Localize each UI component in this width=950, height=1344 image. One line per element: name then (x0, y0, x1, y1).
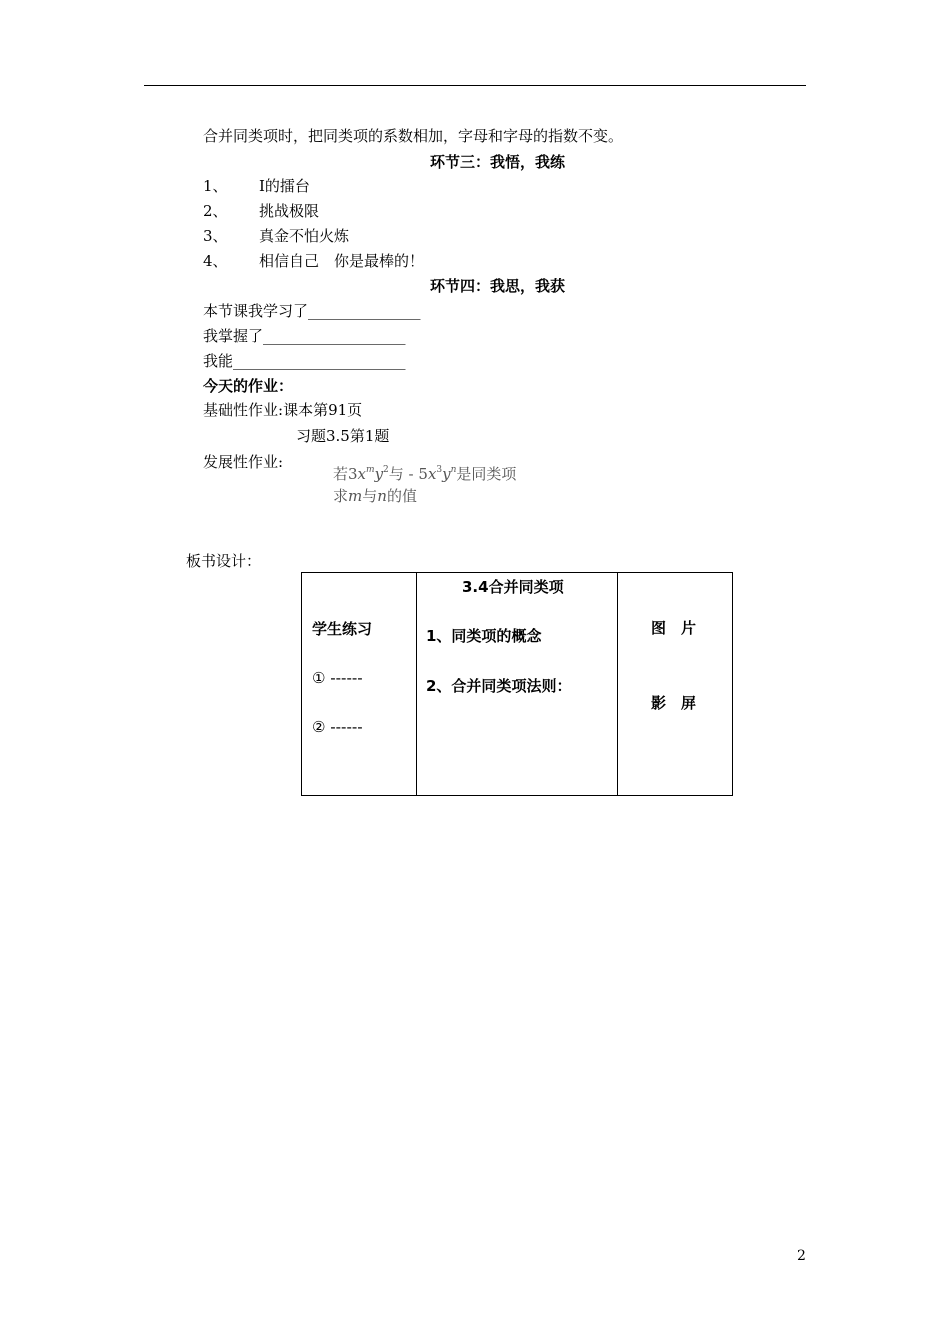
basic-homework-text: 课本第91页 (283, 401, 363, 419)
eq-exp: n (450, 465, 457, 475)
board-column-content (417, 573, 618, 795)
section3-heading: 环节三：我悟，我练 (430, 153, 566, 171)
basic-homework-label: 基础性作业: (203, 401, 284, 419)
eq-var: y (374, 465, 384, 483)
lesson-title: 3.4合并同类项 (462, 578, 564, 596)
section3-item (203, 251, 424, 271)
equation-line-2 (333, 486, 417, 506)
eq-var: y (442, 465, 451, 483)
page-number: 2 (797, 1248, 806, 1264)
content-item: 2、合并同类项法则： (426, 677, 572, 695)
eq-var: m (348, 487, 363, 505)
item-number: 3、 (203, 227, 228, 245)
header-rule (144, 85, 806, 86)
item-text: 真金不怕火炼 (259, 227, 350, 245)
intro-text: 合并同类项时，把同类项的系数相加，字母和字母的指数不变。 (203, 127, 624, 145)
dev-homework-label: 发展性作业: (203, 453, 284, 471)
eq-text: 与 - 5 (388, 465, 428, 483)
practice-item: ① ------ (312, 669, 363, 687)
eq-text: 求 (333, 487, 349, 505)
board-design-label: 板书设计： (186, 552, 262, 570)
eq-text: 若3 (333, 465, 358, 483)
board-column-practice (302, 573, 417, 795)
eq-text: 的值 (386, 487, 417, 505)
practice-title: 学生练习 (312, 620, 373, 638)
media-item: 影 屏 (651, 694, 697, 712)
section3-item (203, 226, 349, 246)
item-text: 挑战极限 (259, 202, 320, 220)
practice-item: ② ------ (312, 718, 363, 736)
basic-homework (203, 400, 362, 420)
item-number: 2、 (203, 202, 228, 220)
item-number: 4、 (203, 252, 228, 270)
item-number: 1、 (203, 177, 228, 195)
board-design-table (301, 572, 733, 796)
section4-heading: 环节四：我思，我获 (430, 277, 566, 295)
homework-title: 今天的作业： (203, 377, 294, 395)
eq-text: 与 (362, 487, 378, 505)
content-item: 1、同类项的概念 (426, 627, 542, 645)
eq-text: 是同类项 (456, 465, 517, 483)
item-text: 相信自己 你是最棒的！ (259, 252, 425, 270)
eq-var: n (377, 487, 387, 505)
reflection-line: 我掌握了___________________ (203, 327, 406, 345)
equation-line-1 (333, 460, 516, 484)
board-column-media (618, 573, 732, 795)
eq-exp: 2 (383, 465, 389, 475)
eq-var: x (357, 465, 367, 483)
media-item: 图 片 (651, 619, 697, 637)
reflection-line: 本节课我学习了_______________ (203, 302, 421, 320)
reflection-line: 我能_______________________ (203, 352, 406, 370)
eq-exp: m (366, 465, 375, 475)
section3-item (203, 201, 319, 221)
section3-item (203, 176, 310, 196)
eq-var: x (427, 465, 437, 483)
basic-homework-exercise: 习题3.5第1题 (296, 427, 390, 445)
eq-exp: 3 (436, 465, 443, 475)
item-text: I的擂台 (259, 177, 310, 195)
